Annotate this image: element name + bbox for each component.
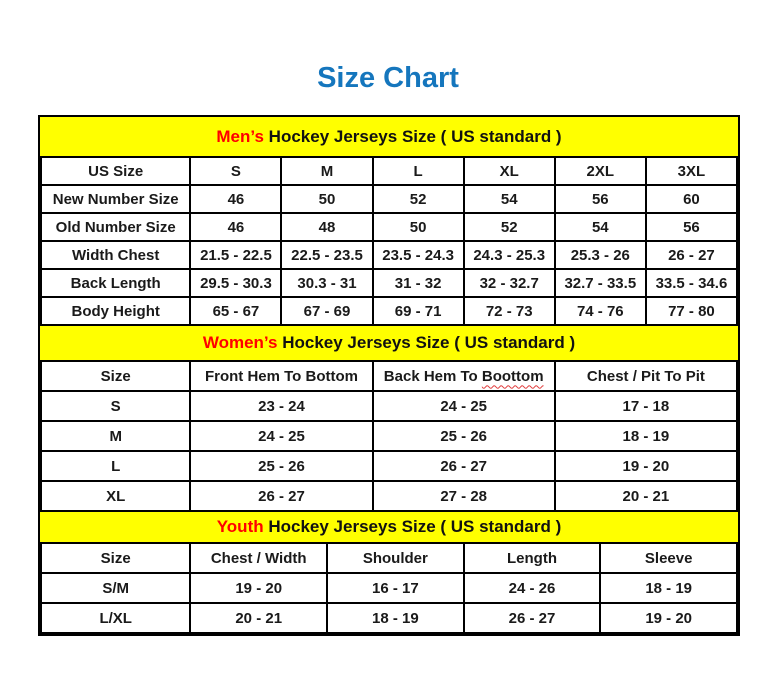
size-chart-container [38, 115, 740, 636]
table-cell: 24 - 26 [464, 573, 601, 603]
table-cell: 65 - 67 [190, 297, 281, 325]
youth-section-header-text: Hockey Jerseys Size ( US standard ) [268, 517, 562, 536]
row-label: New Number Size [41, 185, 190, 213]
table-cell: 33.5 - 34.6 [646, 269, 737, 297]
row-label: S [41, 391, 190, 421]
back-hem-prefix: Back Hem To [383, 367, 478, 385]
womens-header-row [41, 361, 737, 391]
table-cell: 60 [646, 185, 737, 213]
table-row-back-length [41, 269, 737, 297]
table-cell: 18 - 19 [327, 603, 464, 633]
table-cell: 46 [190, 213, 281, 241]
table-cell: 29.5 - 30.3 [190, 269, 281, 297]
table-cell: 56 [555, 185, 646, 213]
table-row-new-number-size [41, 185, 737, 213]
table-row-body-height [41, 297, 737, 325]
row-label: L/XL [41, 603, 190, 633]
womens-section-header [40, 326, 738, 360]
table-cell: 56 [646, 213, 737, 241]
table-cell: 32.7 - 33.5 [555, 269, 646, 297]
row-label: L [41, 451, 190, 481]
column-header-l: L [373, 157, 464, 185]
column-header-m: M [281, 157, 372, 185]
table-cell: 30.3 - 31 [281, 269, 372, 297]
youth-section-header-highlight: Youth [216, 517, 264, 536]
row-label: Old Number Size [41, 213, 190, 241]
column-header-shoulder: Shoulder [327, 543, 464, 573]
column-header-xl: XL [464, 157, 555, 185]
table-cell: 24.3 - 25.3 [464, 241, 555, 269]
column-header-chest-width: Chest / Width [190, 543, 327, 573]
table-cell: 25 - 26 [373, 421, 555, 451]
table-cell: 26 - 27 [464, 603, 601, 633]
row-label: S/M [41, 573, 190, 603]
table-cell: 21.5 - 22.5 [190, 241, 281, 269]
womens-section-header-highlight: Women’s [202, 333, 278, 352]
table-row-old-number-size [41, 213, 737, 241]
table-cell: 25.3 - 26 [555, 241, 646, 269]
mens-header-row [41, 157, 737, 185]
table-cell: 24 - 25 [190, 421, 372, 451]
table-cell: 19 - 20 [555, 451, 737, 481]
column-header-size: Size [41, 543, 190, 573]
table-cell: 19 - 20 [190, 573, 327, 603]
table-row-youth-lxl [41, 603, 737, 633]
table-cell: 23.5 - 24.3 [373, 241, 464, 269]
table-cell: 48 [281, 213, 372, 241]
table-row-women-xl [41, 481, 737, 511]
column-header-back-hem [373, 361, 555, 391]
youth-header-row [41, 543, 737, 573]
table-cell: 26 - 27 [373, 451, 555, 481]
table-cell: 18 - 19 [600, 573, 737, 603]
column-header-s: S [190, 157, 281, 185]
table-cell: 32 - 32.7 [464, 269, 555, 297]
table-cell: 72 - 73 [464, 297, 555, 325]
table-cell: 52 [464, 213, 555, 241]
back-hem-misspelled-word: Boottom [481, 367, 544, 385]
table-cell: 26 - 27 [190, 481, 372, 511]
column-header-3xl: 3XL [646, 157, 737, 185]
table-cell: 74 - 76 [555, 297, 646, 325]
table-cell: 17 - 18 [555, 391, 737, 421]
row-label: Body Height [41, 297, 190, 325]
column-header-length: Length [464, 543, 601, 573]
mens-section-header-text: Hockey Jerseys Size ( US standard ) [268, 127, 562, 146]
table-cell: 46 [190, 185, 281, 213]
womens-size-table [40, 360, 738, 512]
table-row-women-s [41, 391, 737, 421]
table-cell: 50 [281, 185, 372, 213]
table-cell: 24 - 25 [373, 391, 555, 421]
table-row-youth-sm [41, 573, 737, 603]
table-cell: 20 - 21 [555, 481, 737, 511]
table-cell: 26 - 27 [646, 241, 737, 269]
table-cell: 31 - 32 [373, 269, 464, 297]
table-cell: 18 - 19 [555, 421, 737, 451]
column-header-chest-pit: Chest / Pit To Pit [555, 361, 737, 391]
youth-size-table [40, 542, 738, 634]
table-cell: 16 - 17 [327, 573, 464, 603]
table-cell: 25 - 26 [190, 451, 372, 481]
table-row-width-chest [41, 241, 737, 269]
table-cell: 19 - 20 [600, 603, 737, 633]
column-header-sleeve: Sleeve [600, 543, 737, 573]
table-cell: 77 - 80 [646, 297, 737, 325]
table-row-women-l [41, 451, 737, 481]
youth-section-header [40, 512, 738, 542]
column-header-size: Size [41, 361, 190, 391]
table-cell: 69 - 71 [373, 297, 464, 325]
table-cell: 23 - 24 [190, 391, 372, 421]
womens-section-header-text: Hockey Jerseys Size ( US standard ) [282, 333, 576, 352]
row-label: M [41, 421, 190, 451]
row-label: Width Chest [41, 241, 190, 269]
table-cell: 20 - 21 [190, 603, 327, 633]
table-row-women-m [41, 421, 737, 451]
table-cell: 67 - 69 [281, 297, 372, 325]
row-label: XL [41, 481, 190, 511]
table-cell: 27 - 28 [373, 481, 555, 511]
table-cell: 50 [373, 213, 464, 241]
row-label: Back Length [41, 269, 190, 297]
mens-section-header-highlight: Men’s [216, 127, 264, 146]
mens-section-header [40, 117, 738, 156]
table-cell: 52 [373, 185, 464, 213]
column-header-us-size: US Size [41, 157, 190, 185]
table-cell: 22.5 - 23.5 [281, 241, 372, 269]
column-header-front-hem: Front Hem To Bottom [190, 361, 372, 391]
mens-size-table [40, 156, 738, 326]
table-cell: 54 [555, 213, 646, 241]
table-cell: 54 [464, 185, 555, 213]
page-title: Size Chart [317, 62, 459, 94]
column-header-2xl: 2XL [555, 157, 646, 185]
